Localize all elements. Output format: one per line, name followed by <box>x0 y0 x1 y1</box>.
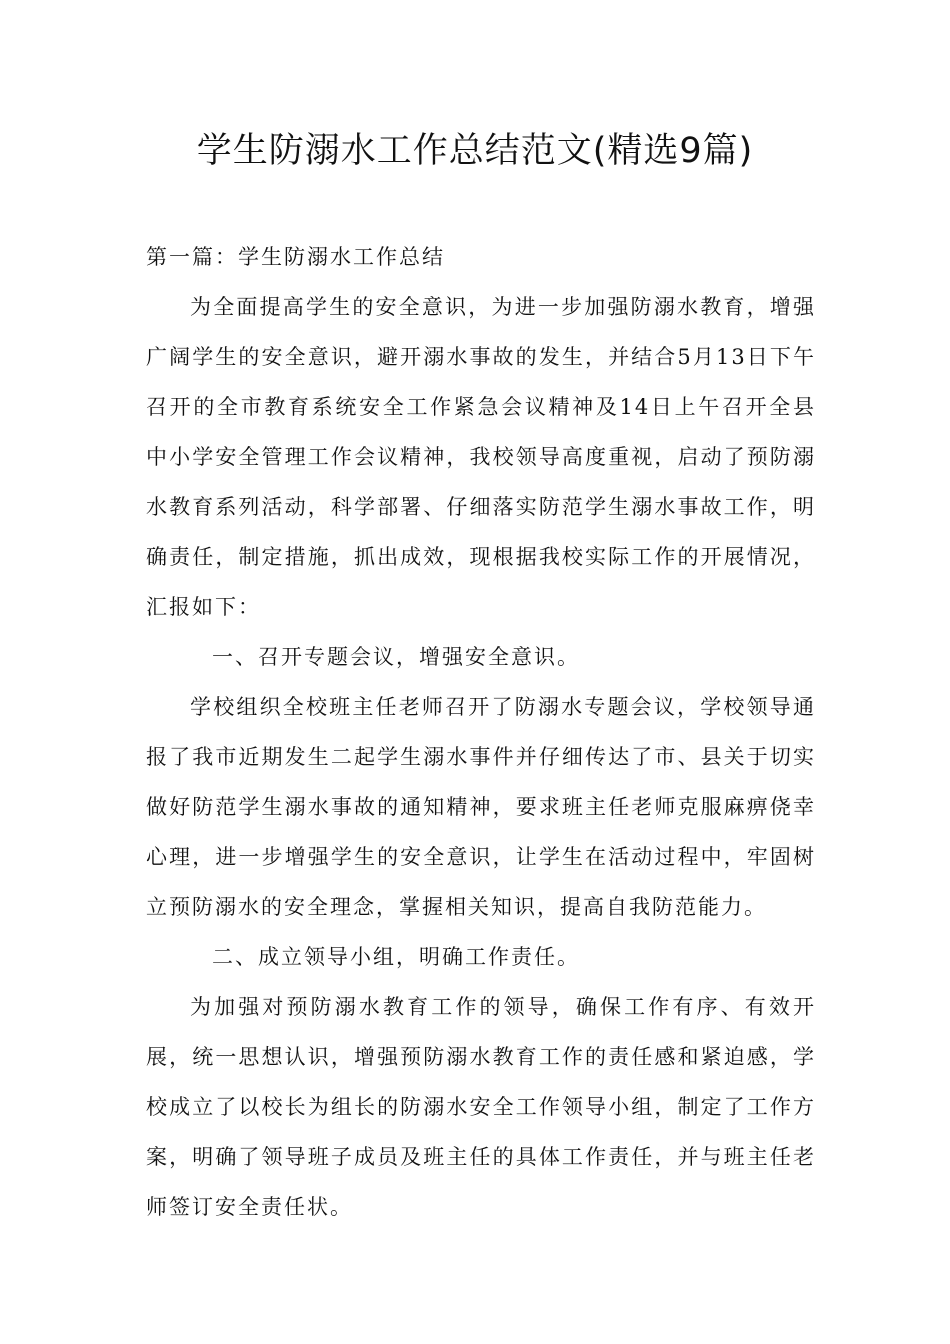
section-heading: 第一篇：学生防溺水工作总结 <box>146 245 445 269</box>
paragraph-intro: 为全面提高学生的安全意识，为进一步加强防溺水教育，增强广阔学生的安全意识，避开溺水事故的发生，并结合5月13日下午召开的全市教育系统安全工作紧急会议精神及14日上午召开全县中小学安全管理工作会议精神，我校领导高度重视，启动了预防溺水教育系列活动，科学部署、仔细落实防范学生溺水事故工作，明确责任，制定措施，抓出成效，现根据我校实际工作的开展情况，汇报如下： <box>146 295 816 619</box>
paragraph-meeting: 学校组织全校班主任老师召开了防溺水专题会议，学校领导通报了我市近期发生二起学生溺水事件并仔细传达了市、县关于切实做好防范学生溺水事故的通知精神，要求班主任老师克服麻痹侥幸心理，进一步增强学生的安全意识，让学生在活动过程中，牢固树立预防溺水的安全理念，掌握相关知识，提高自我防范能力。 <box>146 695 816 919</box>
paragraph-leadership: 为加强对预防溺水教育工作的领导，确保工作有序、有效开展，统一思想认识，增强预防溺水教育工作的责任感和紧迫感，学校成立了以校长为组长的防溺水安全工作领导小组，制定了工作方案，明确了领导班子成员及班主任的具体工作责任，并与班主任老师签订安全责任状。 <box>146 995 816 1219</box>
document-title: 学生防溺水工作总结范文(精选9篇) <box>196 131 754 171</box>
subheading-meeting: 一、召开专题会议，增强安全意识。 <box>212 645 580 669</box>
document-body <box>146 232 816 1232</box>
subheading-leadership: 二、成立领导小组，明确工作责任。 <box>212 945 580 969</box>
